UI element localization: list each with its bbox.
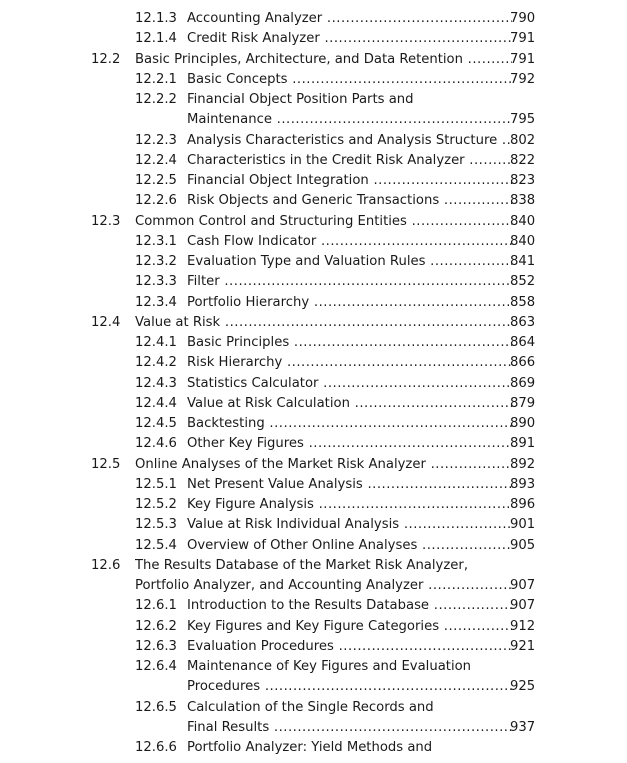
toc-entry-page: 893 — [510, 476, 536, 492]
toc-entry-title: Value at Risk Calculation ..... — [187, 394, 512, 414]
toc-entry-number: 12.6.6 — [135, 740, 177, 755]
toc-entry-page: 858 — [510, 294, 536, 310]
toc-entry-title: Net Present Value Analysis ..... — [187, 475, 512, 495]
toc-entry-title: Evaluation Procedures ..... — [187, 637, 512, 657]
toc-entry-title: Introduction to the Results Database ..... — [187, 596, 512, 616]
toc-entry-number: 12.2.5 — [135, 173, 177, 188]
toc-entry-page: 838 — [510, 193, 536, 209]
toc-entry — [0, 50, 627, 70]
toc-entry-number: 12.5.4 — [135, 537, 177, 553]
toc-entry — [0, 677, 627, 697]
toc-entry-number: 12.1.4 — [135, 31, 177, 47]
toc-entry-page: 795 — [510, 112, 536, 128]
toc-entry-number: 12.3.3 — [135, 274, 177, 290]
toc-entry — [0, 455, 627, 475]
toc-entry-number: 12.4.4 — [135, 395, 177, 411]
toc-entry-number: 12.6.3 — [135, 638, 177, 654]
toc-entry — [0, 475, 627, 495]
toc-entry-page: 890 — [510, 416, 536, 431]
toc-entry-page: 905 — [510, 537, 536, 553]
toc-entry-number: 12.6 — [91, 557, 121, 573]
toc-entry-title: Risk Objects and Generic Transactions ..... — [187, 191, 512, 211]
toc-entry — [0, 333, 627, 353]
toc-entry-number: 12.2.6 — [135, 193, 177, 209]
toc-entry-page: 896 — [510, 497, 536, 512]
toc-entry-page: 840 — [510, 213, 536, 229]
toc-entry — [0, 596, 627, 616]
toc-entry-title: Overview of Other Online Analyses ..... — [187, 536, 512, 556]
toc-entry-page: 879 — [510, 395, 536, 411]
toc-entry-number: 12.3.2 — [135, 254, 177, 269]
toc-entry-title: Procedures ..... — [187, 677, 512, 697]
toc-entry-page: 841 — [510, 254, 536, 269]
toc-entry-title: Common Control and Structuring Entities ..... — [135, 212, 512, 232]
toc-entry — [0, 353, 627, 373]
toc-entry-title: Backtesting ..... — [187, 414, 512, 434]
toc-entry — [0, 536, 627, 556]
toc-entry-title: The Results Database of the Market Risk Analyzer, — [135, 557, 469, 573]
toc-entry-title: Characteristics in the Credit Risk Analyzer ..... — [187, 151, 512, 171]
toc-entry — [0, 374, 627, 394]
toc-entry-title: Financial Object Integration ..... — [187, 171, 512, 191]
toc-entry — [0, 293, 627, 313]
toc-entry-number: 12.4.1 — [135, 335, 177, 350]
toc-entry-page: 864 — [510, 335, 536, 350]
toc-entry-page: 869 — [510, 375, 536, 391]
toc-entry — [0, 576, 627, 596]
toc-entry-page: 823 — [510, 173, 536, 188]
toc-entry-page: 921 — [510, 638, 536, 654]
table-of-contents — [0, 9, 627, 758]
toc-entry-title: Value at Risk ..... — [135, 313, 512, 333]
toc-entry — [0, 556, 627, 576]
toc-entry-number: 12.6.2 — [135, 618, 177, 634]
toc-entry — [0, 171, 627, 191]
toc-entry-number: 12.1.3 — [135, 11, 177, 26]
toc-entry-number: 12.2 — [91, 51, 121, 67]
toc-entry-page: 822 — [510, 152, 536, 168]
toc-entry-page: 863 — [510, 314, 536, 330]
toc-entry-number: 12.4.3 — [135, 375, 177, 391]
toc-entry-title: Analysis Characteristics and Analysis Structure ..... — [187, 131, 512, 151]
toc-entry-number: 12.4.5 — [135, 416, 177, 431]
toc-entry-number: 12.6.1 — [135, 598, 177, 614]
toc-entry-title: Online Analyses of the Market Risk Analyzer ..... — [135, 455, 512, 475]
toc-entry-title: Portfolio Analyzer: Yield Methods and — [187, 740, 433, 755]
toc-entry-title: Accounting Analyzer ..... — [187, 9, 512, 29]
toc-entry-page: 791 — [510, 31, 536, 47]
toc-entry-number: 12.5.1 — [135, 476, 177, 492]
toc-entry — [0, 434, 627, 454]
toc-entry-number: 12.6.5 — [135, 699, 177, 715]
toc-entry — [0, 29, 627, 49]
toc-entry — [0, 151, 627, 171]
toc-entry-number: 12.6.4 — [135, 659, 177, 674]
toc-entry-number: 12.5 — [91, 456, 121, 472]
toc-entry-number: 12.2.3 — [135, 132, 177, 148]
toc-entry — [0, 637, 627, 657]
toc-entry-page: 791 — [510, 51, 536, 67]
toc-entry-number: 12.4.6 — [135, 436, 177, 452]
toc-entry — [0, 191, 627, 211]
toc-entry — [0, 272, 627, 292]
toc-entry — [0, 414, 627, 434]
toc-entry-page: 892 — [510, 456, 536, 472]
toc-entry-title: Maintenance ..... — [187, 110, 512, 130]
toc-entry-title: Financial Object Position Parts and — [187, 92, 414, 107]
toc-entry-title: Statistics Calculator ..... — [187, 374, 512, 394]
toc-entry-title: Portfolio Analyzer, and Accounting Analyzer ..... — [135, 576, 512, 596]
toc-entry-title: Maintenance of Key Figures and Evaluation — [187, 659, 472, 674]
toc-entry-page: 866 — [510, 355, 536, 371]
toc-entry-title: Basic Principles ..... — [187, 333, 512, 353]
toc-entry-page: 802 — [510, 132, 536, 148]
toc-entry — [0, 394, 627, 414]
toc-entry-number: 12.2.1 — [135, 71, 177, 87]
toc-entry-title: Other Key Figures ..... — [187, 434, 512, 454]
toc-entry-title: Key Figures and Key Figure Categories ..... — [187, 617, 512, 637]
toc-entry — [0, 70, 627, 90]
toc-entry-number: 12.5.2 — [135, 497, 177, 512]
toc-entry — [0, 657, 627, 677]
toc-entry-page: 792 — [510, 71, 536, 87]
toc-entry-page: 937 — [510, 719, 536, 735]
toc-entry-title: Credit Risk Analyzer ..... — [187, 29, 512, 49]
toc-entry-title: Basic Principles, Architecture, and Data Retention ..... — [135, 50, 512, 70]
toc-entry — [0, 698, 627, 718]
toc-entry-page: 907 — [510, 598, 536, 614]
toc-entry — [0, 232, 627, 252]
toc-entry — [0, 313, 627, 333]
toc-entry-number: 12.4.2 — [135, 355, 177, 371]
toc-entry — [0, 90, 627, 110]
toc-entry-number: 12.2.4 — [135, 152, 177, 168]
toc-entry-title: Portfolio Hierarchy ..... — [187, 293, 512, 313]
toc-entry-title: Basic Concepts ..... — [187, 70, 512, 90]
toc-entry-page: 901 — [510, 517, 536, 533]
toc-entry — [0, 515, 627, 535]
toc-entry — [0, 617, 627, 637]
toc-entry-page: 852 — [510, 274, 536, 290]
toc-entry-number: 12.5.3 — [135, 517, 177, 533]
toc-entry-title: Risk Hierarchy ..... — [187, 353, 512, 373]
toc-entry — [0, 495, 627, 515]
toc-entry — [0, 738, 627, 758]
toc-entry — [0, 718, 627, 738]
toc-entry-title: Key Figure Analysis ..... — [187, 495, 512, 515]
toc-entry — [0, 212, 627, 232]
toc-entry-number: 12.4 — [91, 314, 121, 330]
toc-entry-title: Calculation of the Single Records and — [187, 699, 434, 715]
toc-entry-title: Cash Flow Indicator ..... — [187, 232, 512, 252]
toc-entry-page: 907 — [510, 578, 536, 593]
toc-entry-title: Value at Risk Individual Analysis ..... — [187, 515, 512, 535]
toc-entry-page: 891 — [510, 436, 536, 452]
toc-entry-title: Final Results ..... — [187, 718, 512, 738]
toc-entry-number: 12.3.4 — [135, 294, 177, 310]
toc-entry-number: 12.3 — [91, 213, 121, 229]
toc-entry-number: 12.3.1 — [135, 233, 177, 249]
toc-entry — [0, 9, 627, 29]
toc-entry — [0, 131, 627, 151]
toc-entry-title: Filter ..... — [187, 272, 512, 292]
toc-entry-title: Evaluation Type and Valuation Rules ..... — [187, 252, 512, 272]
toc-entry — [0, 252, 627, 272]
toc-entry-number: 12.2.2 — [135, 92, 177, 107]
toc-entry-page: 790 — [510, 11, 536, 26]
toc-entry-page: 840 — [510, 233, 536, 249]
toc-entry — [0, 110, 627, 130]
toc-entry-page: 912 — [510, 618, 536, 634]
toc-entry-page: 925 — [510, 679, 536, 695]
